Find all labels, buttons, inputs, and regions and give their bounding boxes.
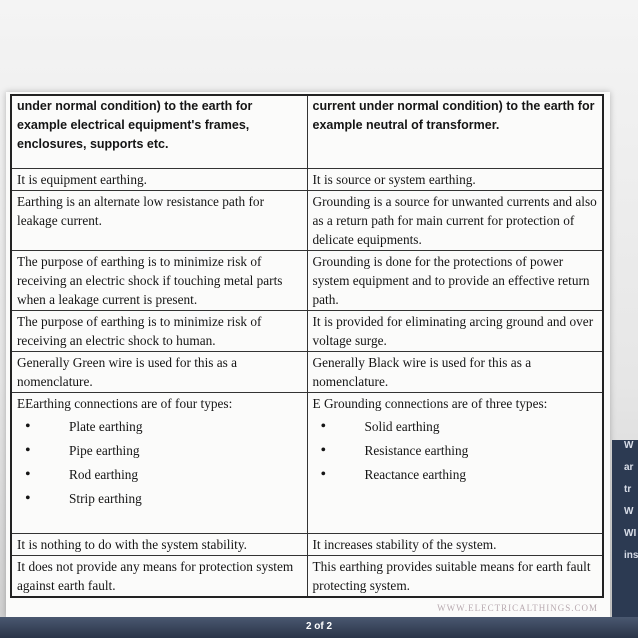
table-row [11, 251, 603, 311]
types-heading: EEarthing connections are of four types: [17, 396, 233, 411]
table-row [11, 556, 603, 598]
list-item: • Pipe earthing [25, 439, 302, 463]
background-window-edge [612, 440, 638, 620]
edge-text: ar [624, 462, 634, 473]
cell-left: Earthing is an alternate low resistance path for leakage current. [11, 191, 307, 251]
list-item: • Resistance earthing [321, 439, 598, 463]
cell-right: Grounding is done for the protections of power system equipment and to provide an effective return path. [307, 251, 603, 311]
list-item: • Strip earthing [25, 487, 302, 511]
cell-left: It is nothing to do with the system stability. [11, 534, 307, 556]
cell-right: This earthing provides suitable means for earth fault protecting system. [307, 556, 603, 598]
cell-left: The purpose of earthing is to minimize risk of receiving an electric shock to human. [11, 311, 307, 352]
cell-right: It is provided for eliminating arcing ground and over voltage surge. [307, 311, 603, 352]
grounding-types-list [313, 415, 598, 487]
cell-right [307, 393, 603, 534]
table-row [11, 311, 603, 352]
cell-right: It is source or system earthing. [307, 169, 603, 191]
watermark: WWW.ELECTRICALTHINGS.COM [437, 603, 598, 613]
table-row [11, 95, 603, 169]
cell-right: Grounding is a source for unwanted currents and also as a return path for main current for protection of delicate equipments. [307, 191, 603, 251]
edge-text: WI [624, 528, 637, 539]
table-row [11, 191, 603, 251]
edge-text: W [624, 506, 634, 517]
table-row [11, 169, 603, 191]
table-row [11, 534, 603, 556]
cell-right: Generally Black wire is used for this as a nomenclature. [307, 352, 603, 393]
cell-left: under normal condition) to the earth for example electrical equipment's frames, enclosures, supports etc. [11, 95, 307, 169]
cell-left: It does not provide any means for protection system against earth fault. [11, 556, 307, 598]
edge-text: W [624, 440, 634, 451]
page-indicator: 2 of 2 [305, 621, 333, 632]
edge-text: ins [624, 550, 638, 561]
cell-left: Generally Green wire is used for this as a nomenclature. [11, 352, 307, 393]
cell-right: current under normal condition) to the earth for example neutral of transformer. [307, 95, 603, 169]
earthing-types-list [17, 415, 302, 511]
table-row [11, 393, 603, 534]
document-page [6, 92, 610, 617]
viewer-bottom-bar [0, 617, 638, 638]
types-heading: E Grounding connections are of three types: [312, 396, 548, 411]
cell-right: It increases stability of the system. [307, 534, 603, 556]
cell-left [11, 393, 307, 534]
list-item: • Solid earthing [321, 415, 598, 439]
list-item: • Plate earthing [25, 415, 302, 439]
cell-left: It is equipment earthing. [11, 169, 307, 191]
cell-left: The purpose of earthing is to minimize risk of receiving an electric shock if touching metal parts when a leakage current is present. [11, 251, 307, 311]
list-item: • Reactance earthing [321, 463, 598, 487]
comparison-table [10, 94, 604, 598]
edge-text: tr [624, 484, 632, 495]
table-row [11, 352, 603, 393]
list-item: • Rod earthing [25, 463, 302, 487]
